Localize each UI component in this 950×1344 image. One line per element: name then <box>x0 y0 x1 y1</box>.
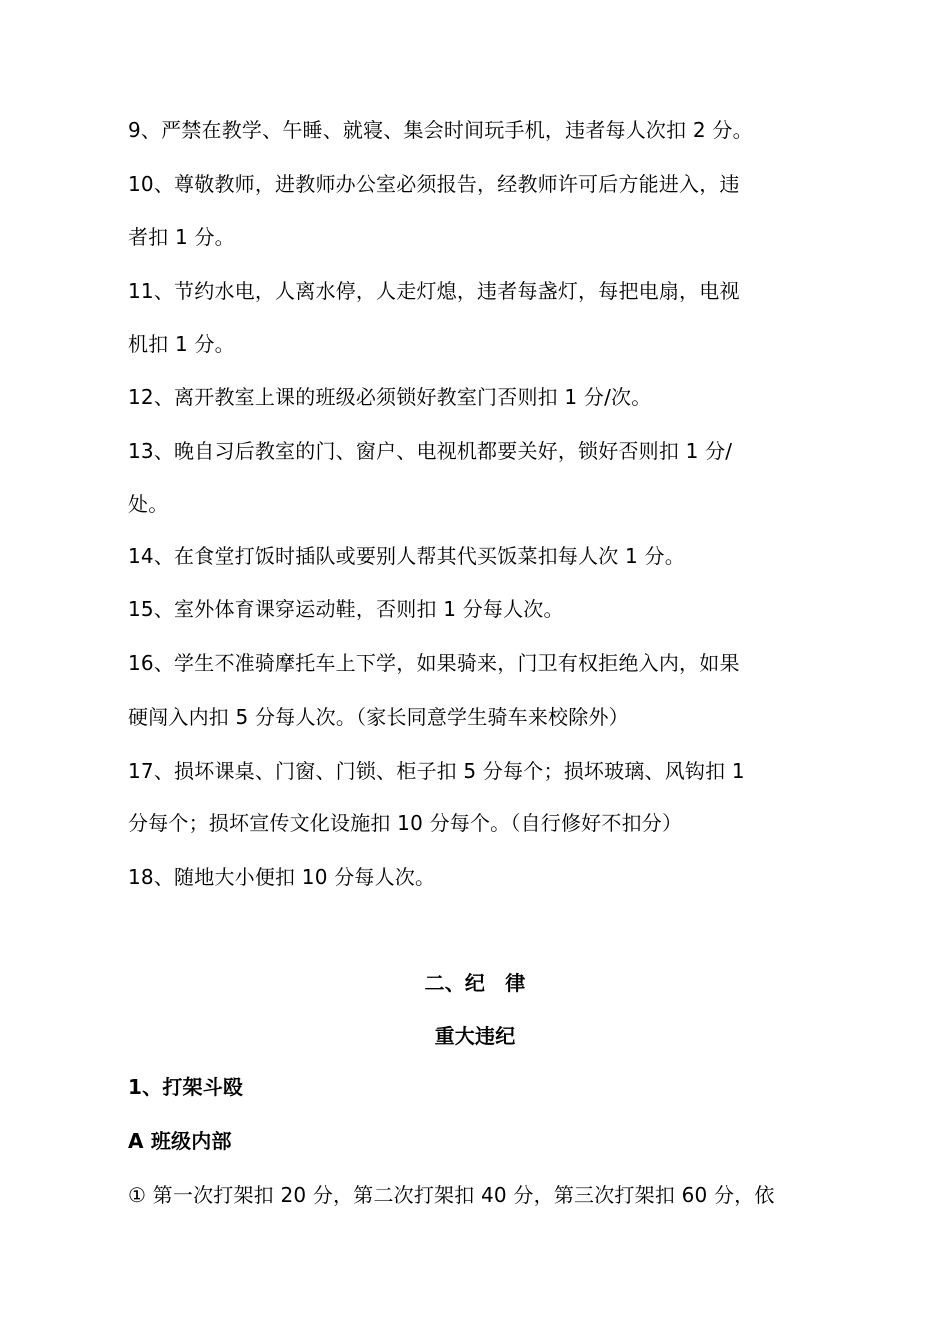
rule-11-line-1: 11、节约水电，人离水停，人走灯熄，违者每盏灯，每把电扇，电视 <box>128 279 740 303</box>
rule-13-line-1: 13、晚自习后教室的门、窗户、电视机都要关好，锁好否则扣 1 分/ <box>128 439 733 463</box>
rule-18: 18、随地大小便扣 10 分每人次。 <box>128 865 436 889</box>
sub-heading: A 班级内部 <box>128 1129 232 1153</box>
subsection-title: 重大违纪 <box>434 1024 516 1048</box>
rule-11-line-2: 机扣 1 分。 <box>128 332 235 356</box>
item-heading: 1、打架斗殴 <box>128 1075 244 1099</box>
rule-14: 14、在食堂打饭时插队或要别人帮其代买饭菜扣每人次 1 分。 <box>128 544 685 568</box>
rule-17-line-1: 17、损坏课桌、门窗、门锁、柜子扣 5 分每个；损坏玻璃、风钩扣 1 <box>128 759 745 783</box>
rule-10-line-2: 者扣 1 分。 <box>128 225 235 249</box>
rule-10-line-1: 10、尊敬教师，进教师办公室必须报告，经教师许可后方能进入，违 <box>128 172 740 196</box>
section-title: 二、纪 律 <box>424 971 526 995</box>
rule-15: 15、室外体育课穿运动鞋，否则扣 1 分每人次。 <box>128 597 564 621</box>
rule-16-line-2: 硬闯入内扣 5 分每人次。（家长同意学生骑车来校除外） <box>128 705 629 729</box>
paragraph-start: ① 第一次打架扣 20 分，第二次打架扣 40 分，第三次打架扣 60 分，依 <box>128 1183 775 1207</box>
rule-16-line-1: 16、学生不准骑摩托车上下学，如果骑来，门卫有权拒绝入内，如果 <box>128 651 740 675</box>
rule-17-line-2: 分每个；损坏宣传文化设施扣 10 分每个。（自行修好不扣分） <box>128 811 683 835</box>
rule-12: 12、离开教室上课的班级必须锁好教室门否则扣 1 分/次。 <box>128 385 652 409</box>
rule-13-line-2: 处。 <box>128 492 169 516</box>
rule-9: 9、严禁在教学、午睡、就寝、集会时间玩手机，违者每人次扣 2 分。 <box>128 118 753 142</box>
